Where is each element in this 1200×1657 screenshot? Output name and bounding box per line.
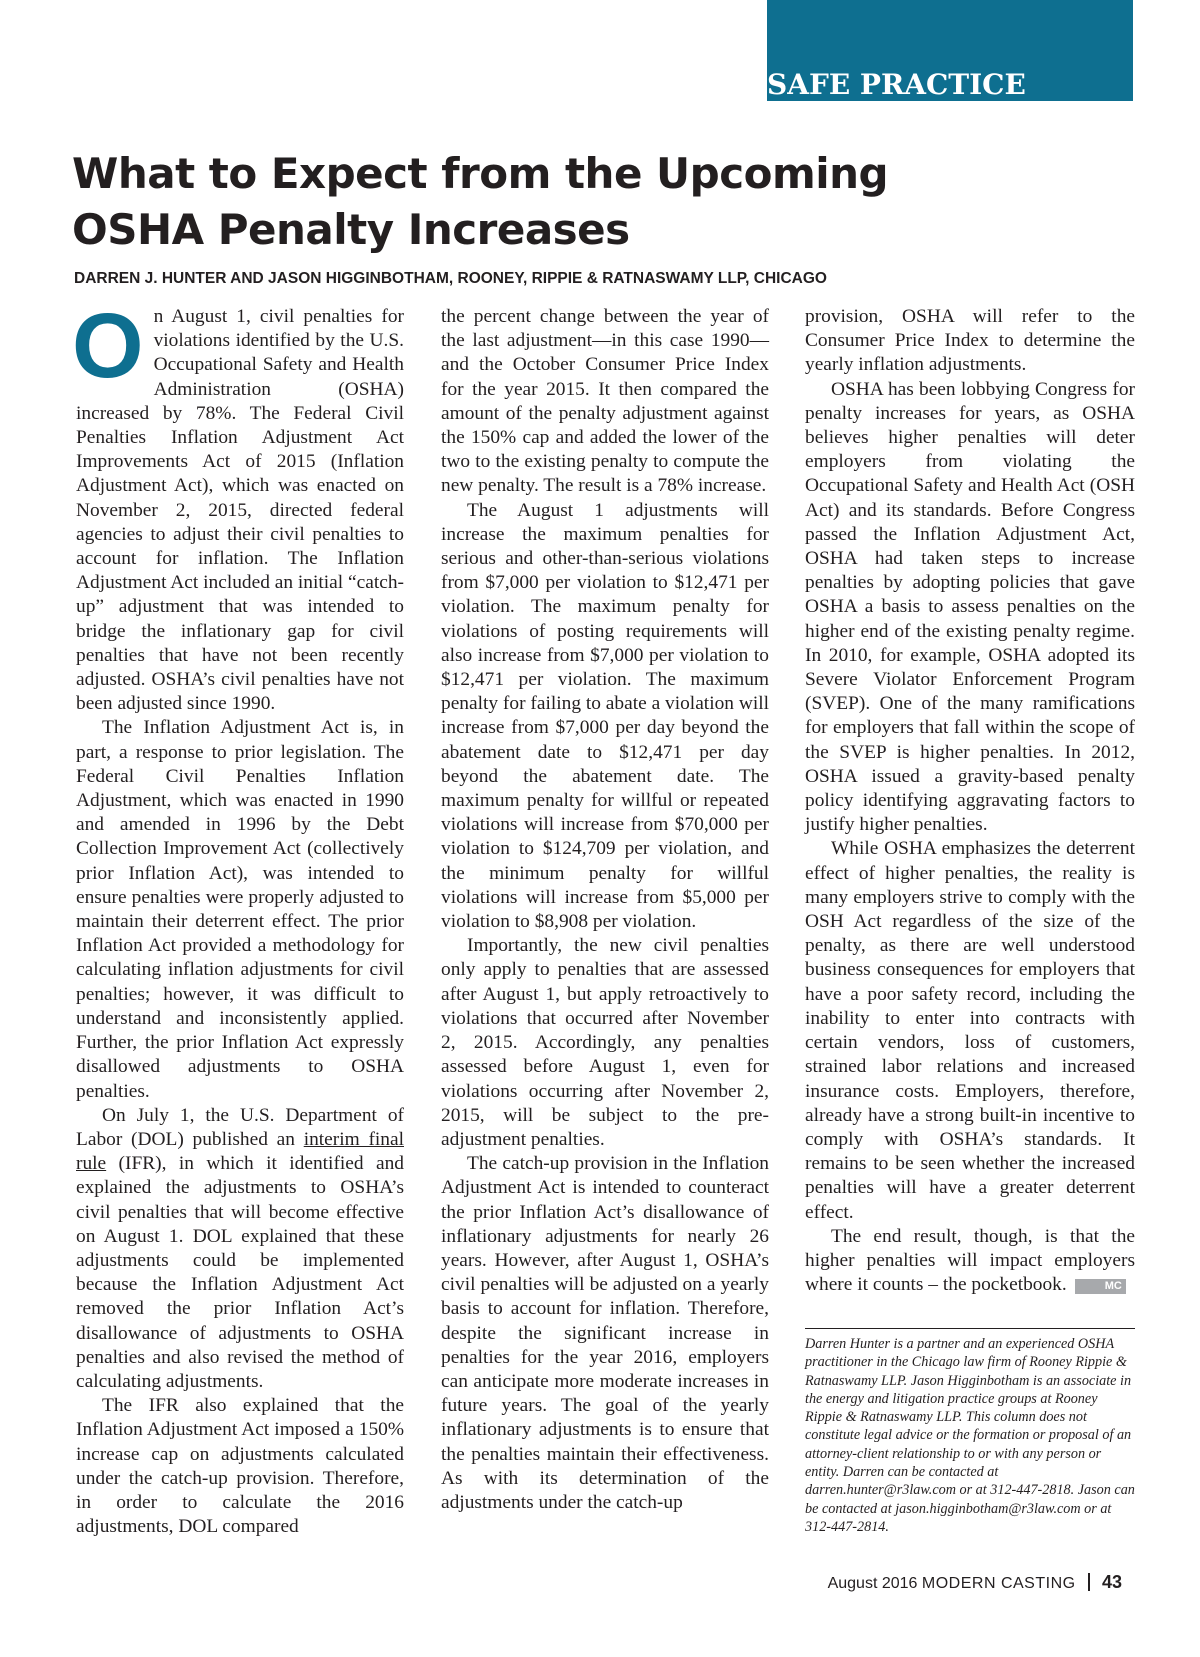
column-1 — [72, 295, 404, 1539]
paragraph-8: The catch-up provision in the Inflation Adjustment Act is intended to counteract the prior Inflation Act’s disallowance of inflationary adjustments for nearly 26 years. However, after August 1, OSHA’s civil penalties will be adjusted on a yearly basis to account for inflation. Therefore, despite the significant increase in penalties for the year 2016, employers can anticipate more moderate increases in future years. The goal of the yearly inflationary adjustments is to ensure that the penalties maintain their effectiveness. As with its determination of the adjustments under the catch-up — [441, 1153, 769, 1513]
paragraph-7: Importantly, the new civil penalties only apply to penalties that are assessed after August 1, but apply retroactively to violations that occurred after November 2, 2015. Accordingly, any penalties assessed before August 1, even for violations occurring after November 2, 2015, will be subject to the pre-adjustment penalties. — [441, 935, 769, 1150]
paragraph-2: The Inflation Adjustment Act is, in part, a response to prior legislation. The Federal Civil Penalties Inflation Adjustment, which was enacted in 1990 and amended in 1996 by the Debt Collection Improvement Act (collectively prior Inflation Act), was intended to ensure penalties were properly adjusted to maintain their deterrent effect. The prior Inflation Act provided a methodology for calculating inflation adjustments for civil penalties; however, it was difficult to understand and inconsistently applied. Further, the prior Inflation Act expressly disallowed adjustments to OSHA penalties. — [76, 717, 404, 1102]
paragraph-10: OSHA has been lobbying Congress for penalty increases for years, as OSHA believes higher penalties will deter employers from violating the Occupational Safety and Health Act (OSH Act) and its standards. Before Congress passed the Inflation Adjustment Act, OSHA had taken steps to increase penalties by adopting policies that gave OSHA a basis to assess penalties on the higher end of the existing penalty regime. In 2010, for example, OSHA adopted its Severe Violator Enforcement Program (SVEP). One of the many ramifications for employers that fall within the scope of the SVEP is higher penalties. In 2012, OSHA issued a gravity-based penalty policy identifying aggravating factors to justify higher penalties. — [805, 378, 1135, 836]
author-bio: Darren Hunter is a partner and an experienced OSHA practitioner in the Chicago law firm of Rooney Rippie & Ratnaswamy LLP. Jason Higginbotham is an associate in the energy and litigation practice groups at Rooney Rippie & Ratnaswamy LLP. This column does not constitute legal advice or the formation or proposal of an attorney-client relationship to or with any person or entity. Darren can be contacted at darren.hunter@r3law.com or at 312-447-2818. Jason can be contacted at jason.higginbotham@r3law.com or at 312-447-2814. — [805, 1328, 1135, 1536]
issue-date: August 2016 — [827, 1575, 918, 1592]
paragraph-3 — [76, 1104, 404, 1394]
section-label: SAFE PRACTICE — [767, 68, 1026, 101]
byline: DARREN J. HUNTER AND JASON HIGGINBOTHAM, ROONEY, RIPPIE & RATNASWAMY LLP, CHICAGO — [74, 270, 827, 287]
drop-cap: O — [72, 295, 144, 397]
column-3 — [805, 305, 1135, 1297]
column-2 — [441, 305, 769, 1515]
paragraph-5: the percent change between the year of the last adjustment—in this case 1990—and the October Consumer Price Index for the year 2015. It then compared the amount of the penalty adjustment against the 150% cap and added the lower of the two to the existing penalty to compute the new penalty. The result is a 78% increase. — [441, 306, 769, 497]
footer-divider — [1088, 1573, 1090, 1591]
paragraph-12 — [805, 1225, 1135, 1298]
page-footer — [828, 1572, 1122, 1594]
interim-final-rule-link[interactable]: interim final rule — [76, 1128, 404, 1175]
paragraph-3-before: On July 1, the U.S. Department of Labor (DOL) published an — [76, 1104, 404, 1150]
title-line-2: OSHA Penalty Increases — [72, 205, 630, 254]
paragraph-1 — [72, 295, 404, 716]
paragraph-6: The August 1 adjustments will increase the maximum penalties for serious and other-than-serious violations from $7,000 per violation to $12,471 per violation. The maximum penalty for violations of posting requirements will also increase from $7,000 per violation to $12,471 per violation. The maximum penalty for failing to abate a violation will increase from $7,000 per day beyond the abatement date to $12,471 per day beyond the abatement date. The maximum penalty for willful or repeated violations will increase from $70,000 per violation to $124,709 per violation, and the minimum penalty for willful violations will increase from $5,000 per violation to $8,908 per violation. — [441, 499, 769, 933]
paragraph-12-text: The end result, though, is that the higher penalties will impact employers where it counts – the pocketbook. — [805, 1225, 1135, 1296]
paragraph-1-text: n August 1, civil penalties for violations identified by the U.S. Occupational Safety and Health Administration (OSHA) increased by 78%. The Federal Civil Penalties Inflation Adjustment Act Improvements Act of 2015 (Inflation Adjustment Act), which was enacted on November 2, 2015, directed federal agencies to adjust their civil penalties to account for inflation. The Inflation Adjustment Act included an initial “catch-up” adjustment that was intended to bridge the inflationary gap for civil penalties that have not been recently adjusted. OSHA’s civil penalties have not been adjusted since 1990. — [76, 306, 404, 715]
magazine-name: MODERN CASTING — [921, 1575, 1076, 1592]
paragraph-4: The IFR also explained that the Inflation Adjustment Act imposed a 150% increase cap on adjustments calculated under the catch-up provision. Therefore, in order to calculate the 2016 adjustments, DOL compared — [76, 1395, 404, 1538]
page-number: 43 — [1101, 1572, 1122, 1592]
paragraph-3-after: (IFR), in which it identified and explained the adjustments to OSHA’s civil penalties that will become effective on August 1. DOL explained that these adjustments could be implemented because the Inflation Adjustment Act removed the prior Inflation Act’s disallowance of adjustments to OSHA penalties and also revised the method of calculating adjustments. — [76, 1153, 404, 1392]
article-title — [72, 146, 952, 258]
paragraph-9: provision, OSHA will refer to the Consumer Price Index to determine the yearly inflation adjustments. — [805, 306, 1135, 376]
end-mark-logo: MC — [1075, 1279, 1126, 1294]
title-line-1: What to Expect from the Upcoming — [72, 149, 889, 198]
paragraph-11: While OSHA emphasizes the deterrent effect of higher penalties, the reality is many employers strive to comply with the OSH Act regardless of the size of the penalty, as there are well understood business consequences for employers that have a poor safety record, including the inability to enter into contracts with certain vendors, loss of customers, strained labor relations and increased insurance costs. Employers, therefore, already have a strong built-in incentive to comply with OSHA’s standards. It remains to be seen whether the increased penalties will have a greater deterrent effect. — [805, 838, 1135, 1223]
